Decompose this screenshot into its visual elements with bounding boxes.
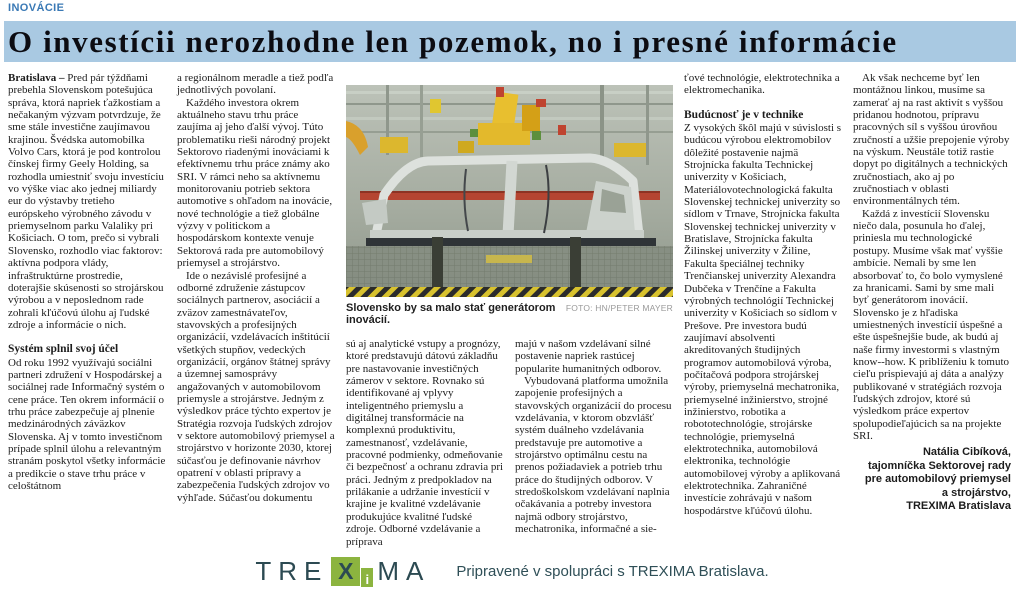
photo-caption-row (346, 302, 673, 326)
paragraph: sú aj analytické vstupy a prognózy, ktoré predstavujú dátovú základňu pre nastavovanie investičných zámerov v sektore. Rovnako sú identifikované aj vplyvy inteligentného priemyslu a digitálnej transformácie na komplexnú produktivitu, zamestnanosť, vzdelávanie, pracovné podmienky, odmeňovanie či bezpečnosť a ochranu zdravia pri práci. Jedným z predpokladov na prilákanie a udržanie investícií v krajine je kvalitné vzdelávanie produkujúce kvalitné ľudské zdroje. Odborné vzdelávanie a príprava (346, 338, 504, 548)
factory-photo-illustration (346, 85, 673, 297)
paragraph: Ak však nechceme byť len montážnou linkou, musíme sa zamerať aj na rast aktivít s vyššou pridanou hodnotou, prípravu pracovných síl s vyššou úrovňou zručností a užšie prepojenie výroby na výskum. Neustále totiž rastie dopyt po digitálnych a technických zručnostiach, ako aj po zručnostiach v oblasti environmentálnych tém. (853, 72, 1010, 208)
logo-letter-x: X (338, 558, 354, 584)
article-column-6 (853, 72, 1011, 556)
logo-i-tab (361, 568, 373, 587)
footer-credit-text: Pripravené v spolupráci s TREXIMA Bratislava. (456, 563, 769, 580)
dateline: Bratislava – (8, 72, 65, 84)
paragraph: majú v našom vzdelávaní silné postavenie napriek rastúcej popularite humanitných odborov. (515, 338, 662, 375)
trexima-logo (255, 556, 430, 587)
paragraph-text: Pred pár týždňami prebehla Slovenskom potešujúca správa, ktorá napriek ťažkostiam a nečakaným výzvam potvrdzuje, že sme stále investične zaujímavou krajinou. Švédska automobilka Volvo Cars, ktorá je pod kontrolou čínskej firmy Geely Holding, sa rozhodla umiestniť svoju investíciu vo výške viac ako jednej miliardy eur do výstavby tretieho európskeho výrobného závodu v priemyselnom parku Valaliky pri Košiciach. O tom, prečo si vybrali Slovensko, rozhodlo viac faktorov: aktívna podpora vlády, infraštruktúrne prostredie, doterajšie skúsenosti so strojárskou výrobou a v neposlednom rade zohrali kľúčovú úlohu aj ľudské zdroje a informácie o nich. (8, 72, 164, 331)
paragraph: Ide o nezávislé profesijné a odborné združenie zástupcov sociálnych partnerov, asociácií a zväzov zamestnávateľov, stavovských a profesijných organizácií, vzdelávacích inštitúcií všetkých stupňov, vedeckých organizácií, orgánov štátnej správy a územnej samosprávy angažovaných v automobilovom priemysle a strojárstve. Jedným z výsledkov práce týchto expertov je Stratégia rozvoja ľudských zdrojov v sektore automobilový priemysel a strojárstvo v horizonte 2030, ktorej súčasťou je definovanie návrhov opatrení v oblasti prípravy a zabezpečenia ľudských zdrojov vo výhľade. Súčasťou dokumentu (177, 269, 335, 504)
paragraph: Každého investora okrem aktuálneho stavu trhu práce zaujíma aj jeho ďalší vývoj. Túto problematiku rieši národný projekt Sektorovo riadenými inováciami k efektívnemu trhu práce známy ako SRI. V rámci neho sa aktívnemu monitorovaniu potrieb sektora automotive s ohľadom na inovácie, nové technológie a tiež globálne výzvy v politickom a hospodárskom kontexte venuje Sektorová rada pre automobilový priemysel a strojárstvo. (177, 96, 333, 270)
article-column-1 (8, 72, 166, 556)
logo-letter-i: i (365, 571, 370, 587)
paragraph: Z vysokých škôl majú v súvislosti s budúcou výrobou elektromobilov dôležité postavenie najmä Strojnícka fakulta Technickej univerzity v Košiciach, Materiálovotechnologická fakulta Slovenskej technickej univerzity so sídlom v Trnave, Strojnícka fakulta Slovenskej technickej univerzity v Bratislave, Strojnícka fakulta Žilinskej univerzity v Žiline, Fakulta špeciálnej techniky Trenčianskej univerzity Alexandra Dubčeka v Trenčíne a Fakulta výrobných technológií Technickej univerzity v Košiciach so sídlom v Prešove. Pre investora budú zaujímaví absolventi akreditovaných študijných programov automobilová výroba, počítačová podpora strojárskej výroby, priemyselná mechatronika, priemyselné inžinierstvo, strojné inžinierstvo, robotika a robototechnológie, strojárske technológie, priemyselná elektrotechnika, automobilová elektronika, technológie automobilovej výroby a aplikovaná elektrotechnika. Zahraničné investície zohrávajú v našom hospodárstve kľúčovú úlohu. (684, 122, 842, 517)
article-body (8, 72, 1017, 556)
paragraph (8, 72, 166, 331)
article-column-3 (346, 338, 504, 548)
factory-photo (346, 85, 673, 297)
logo-letters-tre: TRE (255, 556, 329, 586)
article-column-5 (684, 72, 842, 556)
author-signature (853, 446, 1011, 514)
paragraph: Od roku 1992 využívajú sociálni partneri združení v Hospodárskej a sociálnej rade Informačný systém o cene práce. Ten okrem informácií o trhu práce zabezpečuje aj plnenie medzinárodných záväzkov Slovenska. Aj v tomto investičnom prípade splnil úlohu a relevantným stranám poskytol všetky informácie a predikcie o stave trhu práce v celoštátnom (8, 356, 166, 492)
photo-and-columns (346, 72, 673, 556)
subhead: Systém splnil svoj účel (8, 343, 119, 356)
subhead: Budúcnosť je v technike (684, 108, 804, 121)
section-kicker: INOVÁCIE (8, 2, 65, 14)
logo-letters-ma: MA (377, 556, 431, 586)
paragraph: Vybudovaná platforma umožnila zapojenie profesijných a stavovských organizácií do procesu vzdelávania, v ktorom obzvlášť systém duálneho vzdelávania predstavuje pre automotive a strojárstvo optimálnu cestu na prenos požiadaviek a potrieb trhu práce do študijných odborov. V stredoškolskom vzdelávaní naplnia očakávania a potreby investora najmä odbory strojárstvo, mechatronika, informačné a sie- (515, 375, 672, 536)
columns-under-photo (346, 338, 673, 548)
author-title: tajomníčka Sektorovej rady (867, 459, 1011, 472)
author-title: pre automobilový priemysel (864, 473, 1011, 486)
paragraph: Každá z investícií Slovensku niečo dala, posunula ho ďalej, priniesla mu technologické postupy. Musíme však mať vyššie ambície. Nemali by sme len absorbovať to, čo bolo vymyslené za hranicami. Sami by sme mali byť generátorom inovácií. Slovensko je z hľadiska umiestnených investícií úspešné a ešte úspešnejšie bude, ak budú aj naše firmy investormi s vlastným know--how. K priblíženiu k tomuto cieľu prispievajú aj dáta a analýzy publikované v stratégiách rozvoja ľudských zdrojov, ktoré sú výsledkom práce expertov spolupodieľajúcich sa na projekte SRI. (853, 207, 1010, 442)
article-headline: O investícii nerozhodne len pozemok, no i presné informácie (8, 23, 898, 59)
paragraph: a regionálnom meradle a tiež podľa jednotlivých povolaní. (177, 72, 334, 97)
photo-caption: Slovensko by sa malo stať generátorom inovácií. (346, 302, 556, 326)
footer (0, 556, 1024, 587)
photo-credit: FOTO: HN/PETER MAYER (565, 303, 673, 313)
author-title: a strojárstvo, (941, 486, 1011, 499)
author-org: TREXIMA Bratislava (906, 500, 1011, 513)
logo-x-square (331, 557, 360, 586)
article-column-4 (515, 338, 673, 548)
paragraph: ťové technológie, elektrotechnika a elektromechanika. (684, 72, 840, 97)
article-column-2 (177, 72, 335, 556)
author-name: Natália Cibíková, (922, 446, 1011, 459)
headline-band (4, 21, 1016, 62)
